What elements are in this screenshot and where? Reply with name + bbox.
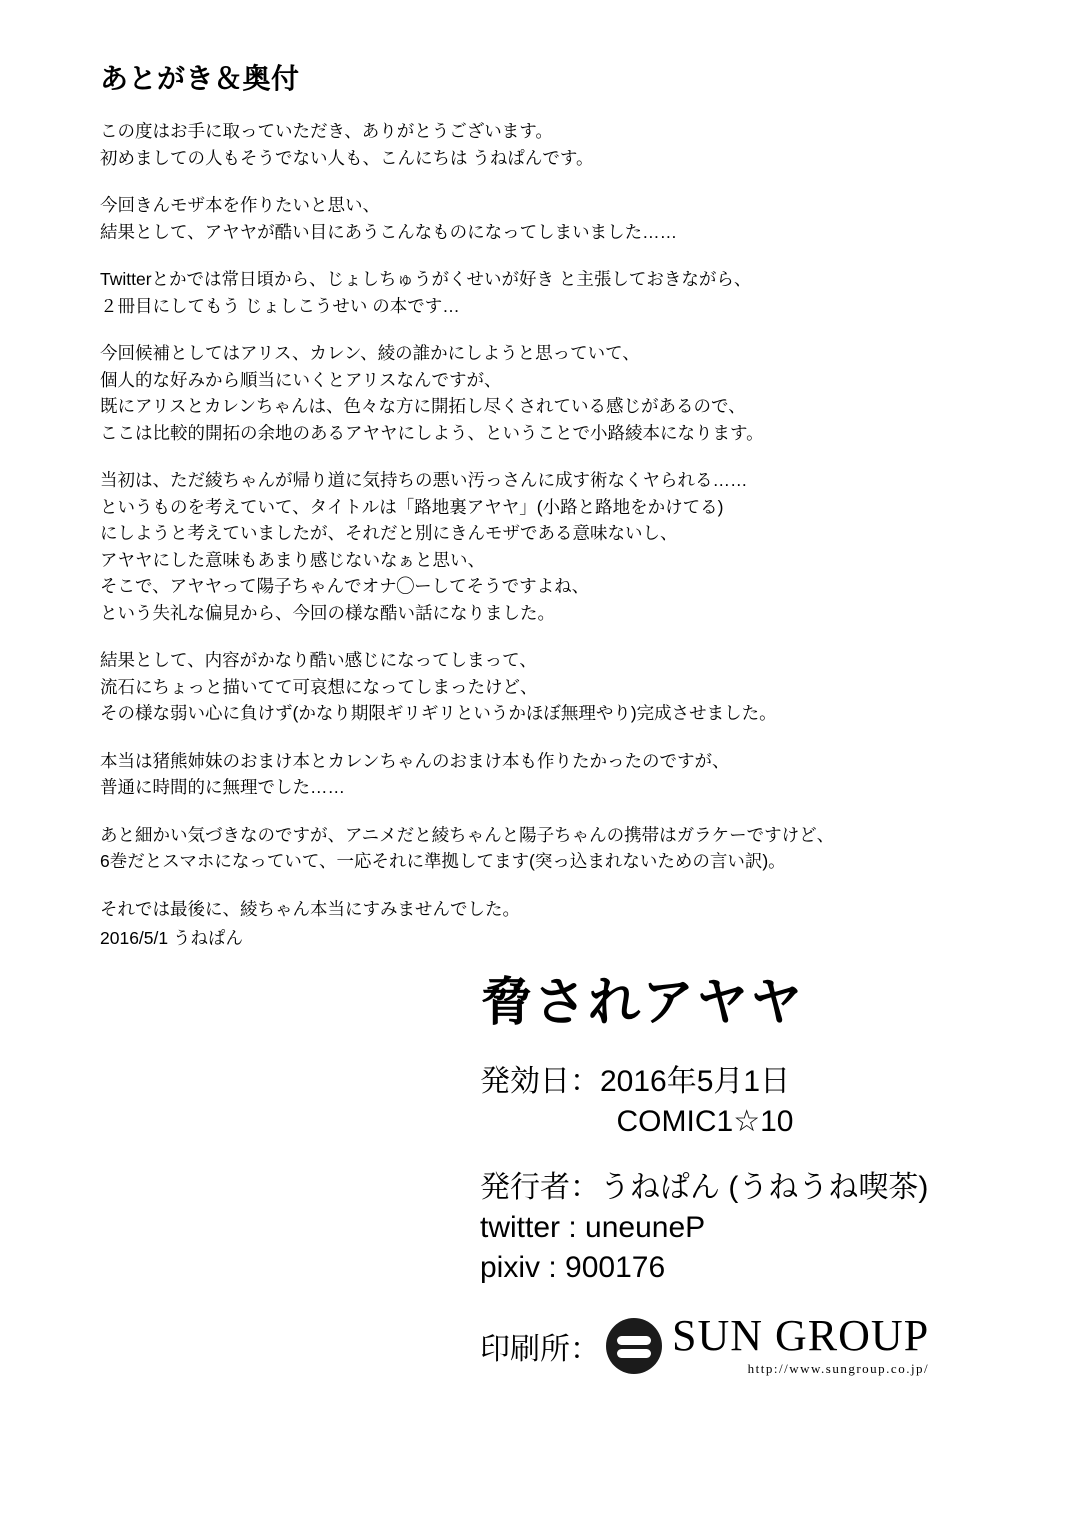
afterword-body bbox=[100, 118, 960, 922]
text-line: アヤヤにした意味もあまり感じないなぁと思い、 bbox=[100, 549, 485, 570]
text-line: 流石にちょっと描いてて可哀想になってしまったけど、 bbox=[100, 676, 538, 697]
text-line: それでは最後に、綾ちゃん本当にすみませんでした。 bbox=[100, 898, 520, 919]
pixiv-id: pixiv : 900176 bbox=[480, 1251, 666, 1285]
text-line: 結果として、内容がかなり酷い感じになってしまって、 bbox=[100, 650, 537, 670]
text-line: そこで、アヤヤって陽子ちゃんでオナ◯ーしてそうですよね、 bbox=[100, 576, 590, 596]
paragraph bbox=[100, 340, 960, 446]
paragraph bbox=[100, 748, 960, 801]
text-line: この度はお手に取っていただき、ありがとうございます。 bbox=[100, 121, 553, 141]
printer-row bbox=[480, 1311, 1040, 1377]
paragraph bbox=[100, 647, 960, 727]
paragraph bbox=[100, 266, 960, 319]
text-line: 個人的な好みから順当にいくとアリスなんですが、 bbox=[100, 369, 502, 390]
paragraph bbox=[100, 467, 960, 626]
text-line: 当初は、ただ綾ちゃんが帰り道に気持ちの悪い汚っさんに成す術なくヤられる…… bbox=[100, 470, 748, 490]
text-line: その様な弱い心に負けず(かなり期限ギリギリというかほぼ無理やり)完成させました。 bbox=[100, 703, 777, 723]
text-line: 6巻だとスマホになっていて、一応それに準拠してます(突っ込まれないための言い訳)。 bbox=[100, 851, 786, 871]
text-line: あと細かい気づきなのですが、アニメだと綾ちゃんと陽子ちゃんの携帯はガラケーですけど、 bbox=[100, 824, 835, 845]
text-line: ２冊目にしてもう じょしこうせい の本です… bbox=[100, 295, 460, 316]
text-line: というものを考えていて、タイトルは「路地裏アヤヤ」(小路と路地をかけてる) bbox=[100, 496, 724, 517]
text-line: 今回きんモザ本を作りたいと思い、 bbox=[100, 195, 380, 215]
printer-url: http://www.sungroup.co.jp/ bbox=[747, 1361, 930, 1377]
afterword-signature: 2016/5/1 うねぱん bbox=[100, 928, 243, 948]
text-line: ここは比較的開拓の余地のあるアヤヤにしよう、ということで小路綾本になります。 bbox=[100, 422, 764, 443]
sun-group-text-block bbox=[672, 1311, 930, 1377]
colophon-publish-info bbox=[480, 1062, 1040, 1142]
paragraph bbox=[100, 822, 960, 875]
text-line: 既にアリスとカレンちゃんは、色々な方に開拓し尽くされている感じがあるので、 bbox=[100, 396, 746, 416]
text-line: という失礼な偏見から、今回の様な酷い話になりました。 bbox=[100, 602, 555, 623]
afterword-heading: あとがき＆奥付 bbox=[100, 63, 300, 94]
colophon-contact-info bbox=[480, 1168, 1040, 1288]
text-line: Twitterとかでは常日頃から、じょしちゅうがくせいが好き と主張しておきながら、 bbox=[100, 269, 752, 289]
text-line: 初めましての人もそうでない人も、こんにちは うねぱんです。 bbox=[100, 147, 594, 168]
publisher-name: 発行者：うねぱん (うねうね喫茶) bbox=[480, 1171, 929, 1205]
text-line: 本当は猪熊姉妹のおまけ本とカレンちゃんのおまけ本も作りたかったのですが、 bbox=[100, 750, 730, 771]
sun-group-mark-icon bbox=[606, 1318, 662, 1374]
colophon-title: 脅されアヤヤ bbox=[480, 974, 805, 1032]
paragraph bbox=[100, 118, 960, 171]
text-line: 結果として、アヤヤが酷い目にあうこんなものになってしまいました…… bbox=[100, 221, 678, 242]
paragraph bbox=[100, 896, 960, 923]
printer-name: SUN GROUP bbox=[672, 1311, 930, 1361]
text-line: にしようと考えていましたが、それだと別にきんモザである意味ないし、 bbox=[100, 523, 678, 543]
sun-group-logo-icon bbox=[606, 1311, 930, 1377]
printer-label: 印刷所： bbox=[480, 1332, 600, 1366]
colophon bbox=[480, 975, 1040, 1377]
text-line: 今回候補としてはアリス、カレン、綾の誰かにしようと思っていて、 bbox=[100, 343, 640, 363]
event-name: COMIC1☆10 bbox=[616, 1105, 794, 1139]
paragraph bbox=[100, 192, 960, 245]
twitter-handle: twitter : uneuneP bbox=[480, 1211, 706, 1245]
publish-date: 発効日：2016年5月1日 bbox=[480, 1065, 791, 1099]
text-line: 普通に時間的に無理でした…… bbox=[100, 777, 345, 797]
